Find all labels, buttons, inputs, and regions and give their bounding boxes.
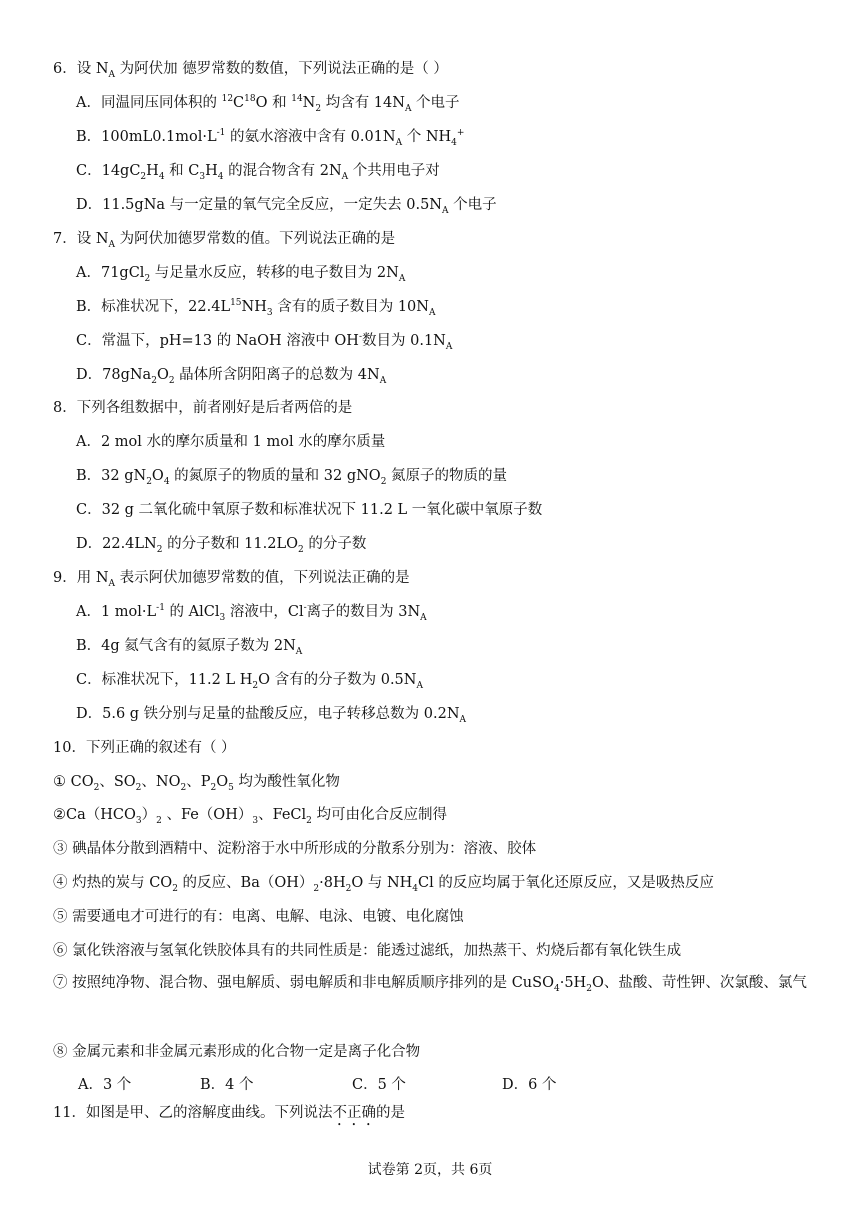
question-8-option-d: D．$22.4LN_2$ 的分子数和 $11.2LO_2$ 的分子数 <box>76 536 367 555</box>
question-11-stem-pre: 11．如图是甲、乙的溶解度曲线。下列说法 <box>53 1105 333 1121</box>
question-10-item-5: ⑤ 需要通电才可进行的有：电离、电解、电泳、电镀、电化腐蚀 <box>53 909 464 925</box>
question-9-option-c: C．标准状况下，11.2 L $H_2O$ 含有的分子数为 $0.5N_A$ <box>76 672 423 691</box>
question-6-option-d: D．11.5gNa 与一定量的氧气完全反应，一定失去 $0.5N_A$ 个电子 <box>76 197 497 216</box>
question-10-item-8: ⑧ 金属元素和非金属元素形成的化合物一定是离子化合物 <box>53 1044 421 1060</box>
question-10-choice-d: D．6 个 <box>502 1077 557 1093</box>
question-7-stem: 7．设 $N_A$ 为阿伏加德罗常数的值。下列说法正确的是 <box>53 231 396 250</box>
question-7-option-a: A．71gCl$_2$ 与足量水反应，转移的电子数目为 $2N_A$ <box>76 265 406 284</box>
question-11-stem-post: 的是 <box>375 1105 405 1121</box>
question-10-item-6: ⑥ 氯化铁溶液与氢氧化铁胶体具有的共同性质是：能透过滤纸，加热蒸干、灼烧后都有氧化铁生成 <box>53 943 682 959</box>
question-6-stem: 6．设 $N_A$ 为阿伏加 德罗常数的数值，下列说法正确的是（ ） <box>53 61 448 80</box>
question-8-option-b: B．32 $gN_2O_4$ 的氮原子的物质的量和 32 gNO$_2$ 氮原子的物质的量 <box>76 468 508 487</box>
question-8-option-c: C．32 g 二氧化硫中氧原子数和标准状况下 11.2 L 一氧化碳中氧原子数 <box>76 502 543 518</box>
question-10-item-2: $②Ca(HCO_3)_2$ 、$Fe(OH)_3$、FeCl$_2$ 均可由化合反应制得 <box>53 807 448 826</box>
question-8-stem: 8．下列各组数据中，前者刚好是后者两倍的是 <box>53 400 353 416</box>
question-8-option-a: A．2 mol 水的摩尔质量和 1 mol 水的摩尔质量 <box>76 434 386 450</box>
question-9-option-d: D．5.6 g 铁分别与足量的盐酸反应，电子转移总数为 $0.2N_A$ <box>76 706 467 725</box>
question-10-stem: 10．下列正确的叙述有（ ） <box>53 740 236 756</box>
question-10-choice-a: A．3 个 <box>78 1077 132 1093</box>
question-10-item-7: ⑦ 按照纯净物、混合物、强电解质、弱电解质和非电解质顺序排列的是 $CuSO_4\cdot 5H_2O$、盐酸、苛性钾、次氯酸、氯气 <box>53 975 807 994</box>
question-10-item-1: ① $CO_2$、$SO_2$、$NO_2$、$P_2O_5$ 均为酸性氧化物 <box>53 774 340 793</box>
question-9-option-a: A．1 $mol\cdot L^{-1}$ 的 AlCl$_3$ 溶液中，Cl-离子的数目为 $3N_A$ <box>76 603 427 623</box>
question-7-option-c: C．常温下，pH=13 的 NaOH 溶液中 OH-数目为 $0.1N_A$ <box>76 332 453 352</box>
question-7-option-b: B．标准状况下，$22.4L^{15}NH_3$ 含有的质子数目为 $10N_A$ <box>76 298 436 318</box>
question-10-item-3: ③ 碘晶体分散到酒精中、淀粉溶于水中所形成的分散系分别为：溶液、胶体 <box>53 841 537 857</box>
question-10-choices <box>78 1075 556 1095</box>
question-11-stem <box>53 1103 405 1129</box>
question-7-option-d: D．$78gNa_2O_2$ 晶体所含阴阳离子的总数为 $4N_A$ <box>76 367 387 386</box>
question-11-stem-emphasis: 不正确 <box>332 1105 376 1121</box>
question-9-option-b: B．4g 氦气含有的氦原子数为 $2N_A$ <box>76 638 303 657</box>
question-6-option-b: B．$100mL0.1mol\cdot L^{-1}$ 的氨水溶液中含有 $0.01N_A$ 个 $NH_4^+$ <box>76 128 465 148</box>
question-10-item-4: ④ 灼热的炭与 $CO_2$ 的反应、$Ba(OH)_2\cdot 8H_2O$ 与 $NH_4Cl$ 的反应均属于氧化还原反应，又是吸热反应 <box>53 875 714 894</box>
page-footer: 试卷第 2页，共 6页 <box>367 1162 493 1178</box>
question-6-option-c: C．$14gC_2H_4$ 和 $C_3H_4$ 的混合物含有 $2N_A$ 个共用电子对 <box>76 163 440 182</box>
question-10-choice-c: C．5 个 <box>352 1077 406 1093</box>
question-10-choice-b: B．4 个 <box>200 1077 254 1093</box>
question-9-stem: 9．用 $N_A$ 表示阿伏加德罗常数的值，下列说法正确的是 <box>53 570 410 589</box>
question-6-option-a: A．同温同压同体积的 $^{12}C^{18}O$ 和 $^{14}N_2$ 均含有 $14N_A$ 个电子 <box>76 94 460 114</box>
